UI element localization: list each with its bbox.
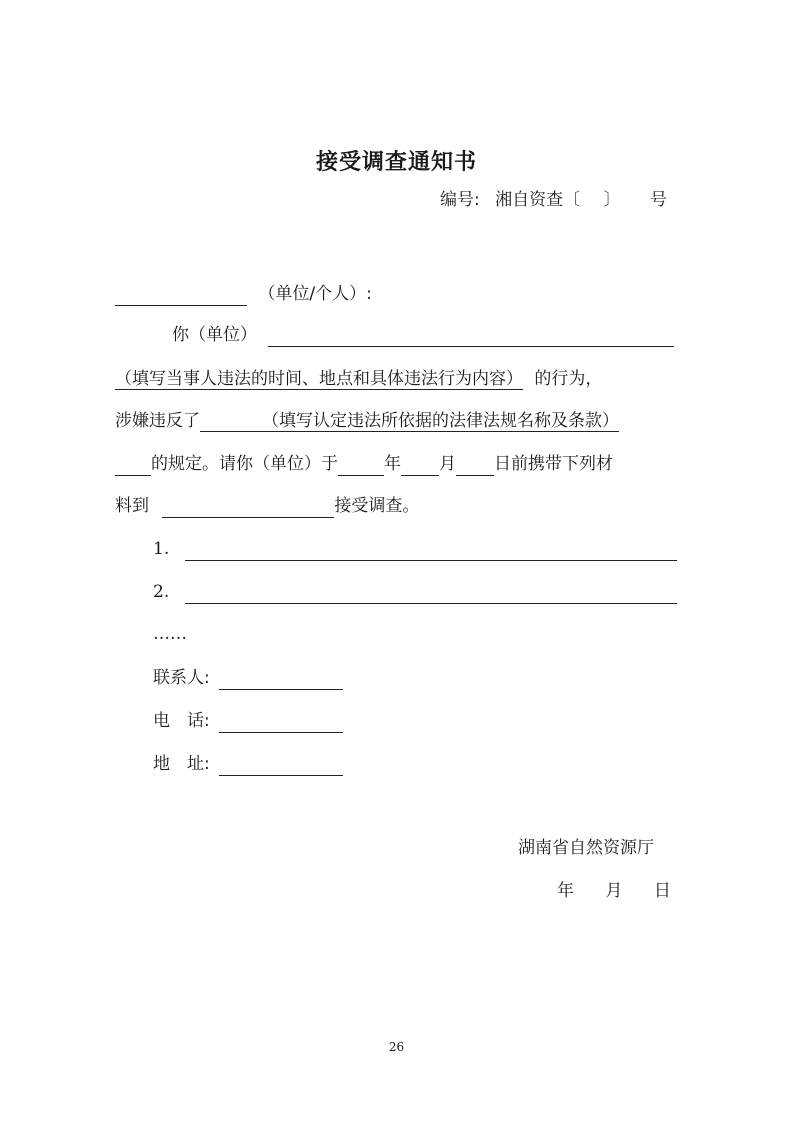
list-ellipsis: ……	[153, 624, 187, 644]
issue-date-month: 月	[605, 881, 623, 901]
material-line	[115, 494, 419, 518]
day-text: 日前携带下列材	[494, 454, 613, 474]
contact-phone	[153, 709, 343, 733]
contact-phone-label: 电 话:	[153, 711, 210, 731]
rule-text: 的规定。请你（单位）于	[151, 454, 338, 474]
list-item-2-number: 2.	[153, 582, 170, 602]
doc-number-bracket-close: 〕	[603, 190, 621, 210]
list-item-1-blank[interactable]	[185, 540, 677, 561]
violation-hint: （填写当事人违法的时间、地点和具体违法行为内容）	[115, 369, 523, 389]
issue-date-year: 年	[557, 881, 574, 901]
contact-address-blank[interactable]	[219, 755, 343, 776]
list-item-2-blank[interactable]	[185, 583, 677, 604]
contact-address	[153, 752, 343, 776]
intro-line	[172, 323, 674, 347]
contact-person-blank[interactable]	[219, 669, 343, 690]
unit-blank[interactable]	[268, 326, 674, 347]
intro-text: 你（单位）	[172, 325, 257, 345]
contact-person-label: 联系人:	[153, 668, 210, 688]
page-number: 26	[388, 1040, 405, 1054]
contact-phone-blank[interactable]	[219, 712, 343, 733]
recipient-line	[115, 282, 372, 306]
list-item-1-number: 1.	[153, 539, 170, 559]
contact-address-label: 地 址:	[153, 754, 210, 774]
list-item-1	[153, 537, 677, 561]
doc-number-label: 编号:	[440, 190, 480, 210]
violation-line	[115, 367, 602, 391]
contact-person	[153, 666, 343, 690]
accept-text: 接受调查。	[334, 496, 420, 516]
act-text: 的行为，	[534, 369, 603, 389]
page-title: 接受调查通知书	[315, 149, 477, 175]
law-blank[interactable]	[115, 455, 151, 476]
day-blank[interactable]	[456, 455, 494, 476]
location-blank[interactable]	[162, 497, 334, 518]
doc-number-suffix: 号	[649, 190, 667, 210]
recipient-blank[interactable]	[115, 285, 247, 306]
recipient-suffix: （单位/个人）:	[258, 284, 372, 304]
issue-date	[557, 879, 671, 903]
month-blank[interactable]	[401, 455, 439, 476]
issuer: 湖南省自然资源厅	[518, 838, 654, 858]
material-text: 料到	[115, 496, 149, 516]
law-line	[115, 409, 619, 433]
law-hint: （填写认定违法所依据的法律法规名称及条款）	[200, 411, 619, 432]
doc-number	[440, 188, 667, 212]
doc-number-prefix: 湘自资查〔	[495, 190, 581, 210]
issue-date-day: 日	[653, 881, 671, 901]
list-item-2	[153, 580, 677, 604]
year-blank[interactable]	[338, 455, 384, 476]
month-label: 月	[439, 454, 456, 474]
date-line	[115, 452, 613, 476]
suspect-text: 涉嫌违反了	[115, 411, 200, 431]
year-label: 年	[384, 454, 401, 474]
